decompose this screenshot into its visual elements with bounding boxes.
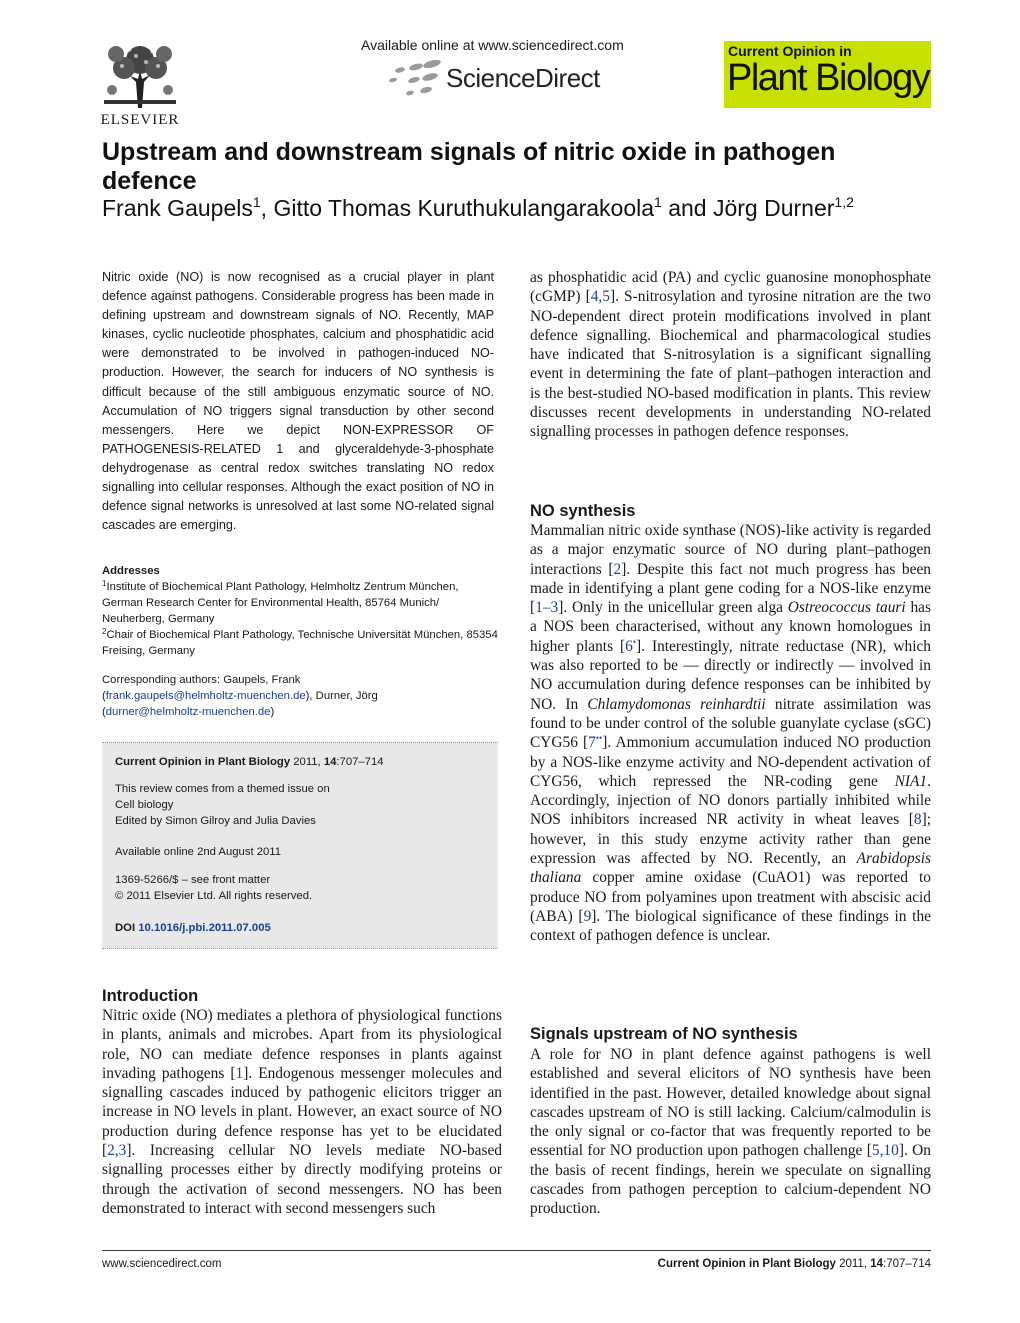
abstract: Nitric oxide (NO) is now recognised as a crucial player in plant defence against pathogens. Considerable progress has been made in defining upstream and downstream signals of NO. Recently, MAP kinases, cyclic nucleotide phosphates, calcium and phosphatidic acid were demonstrated to be involved in pathogen-induced NO-production. However, the search for inducers of NO synthesis is difficult because of the still ambiguous enzymatic source of NO. Accumulation of NO triggers signal transduction by other second messengers. Here we depict NON-EXPRESSOR OF PATHOGENESIS-RELATED 1 and glyceraldehyde-3-phosphate dehydrogenase as central redox switches translating NO redox signalling into cellular responses. Although the exact position of NO in defence signal networks is unresolved at last some NO-related signal cascades are emerging.	[102, 270, 494, 533]
upstream-signals-text: A role for NO in plant defence against pathogens is well established and several elicitors of NO synthesis have been identified in the past. However, detailed knowledge about signal cascades upstream of NO is still lacking. Calcium/calmodulin is the only signal or co-factor that was frequently reported to be essential for NO production upon pathogen challenge [5,10]. On the basis of recent findings, herein we speculate on signalling cascades from pathogen perception to calcium-dependent NO production.	[530, 1046, 931, 1218]
article-title: Upstream and downstream signals of nitric oxide in pathogen defence	[102, 138, 836, 195]
footer-website[interactable]: www.sciencedirect.com	[102, 1258, 222, 1270]
correspondence-lead: Corresponding authors: Gaupels, Frank	[102, 674, 301, 686]
citation-link[interactable]: 1	[235, 1064, 244, 1082]
affiliation-marker[interactable]: 1,2	[834, 194, 854, 210]
themed-issue-text: This review comes from a themed issue on	[115, 783, 330, 795]
citation-link[interactable]: 5,10	[871, 1142, 899, 1160]
author-name: Frank Gaupels	[102, 195, 253, 221]
available-online-text: Available online at www.sciencedirect.com	[361, 37, 624, 53]
addresses-block	[102, 563, 502, 659]
citation-link[interactable]: 2	[613, 560, 622, 578]
section-heading-introduction: Introduction	[102, 987, 199, 1005]
journal-logo-line2: Plant Biology	[727, 57, 930, 99]
correspondence-emails: (frank.gaupels@helmholtz-muenchen.de), Durner, Jörg	[102, 690, 378, 702]
sciencedirect-logo[interactable]	[386, 58, 600, 98]
article-info-box	[102, 742, 498, 949]
email-link[interactable]: frank.gaupels@helmholtz-muenchen.de	[105, 690, 306, 702]
addresses-heading: Addresses	[102, 565, 160, 577]
affiliation-marker[interactable]: 1	[252, 194, 261, 210]
citation-link[interactable]: 2,3	[107, 1142, 127, 1160]
elsevier-logo[interactable]	[97, 42, 183, 128]
citation-line: Current Opinion in Plant Biology 2011, 14:707–714	[115, 756, 384, 768]
available-date: Available online 2nd August 2011	[115, 846, 282, 858]
copyright-text: © 2011 Elsevier Ltd. All rights reserved.	[115, 890, 313, 902]
footer-divider	[102, 1250, 931, 1251]
citation-link[interactable]: 4,5	[590, 288, 610, 306]
section-name: Cell biology	[115, 799, 174, 811]
sciencedirect-dots-icon	[386, 58, 444, 98]
address-2: $^2$Chair of Biochemical Plant Pathology, Technische Universität München, 85354 Freising, Germany	[102, 627, 498, 657]
author-name: Jörg Durner	[712, 195, 835, 221]
doi-link[interactable]: 10.1016/j.pbi.2011.07.005	[138, 922, 271, 934]
citation-link[interactable]: 7	[588, 734, 596, 752]
email-link[interactable]: durner@helmholtz-muenchen.de	[105, 706, 271, 718]
doi-line: DOI 10.1016/j.pbi.2011.07.005	[115, 922, 271, 934]
citation-link[interactable]: 1–3	[535, 599, 559, 617]
author-name: Gitto Thomas Kuruthukulangarakoola	[273, 195, 655, 221]
publisher-name: ELSEVIER	[100, 112, 180, 128]
introduction-text-continued: as phosphatidic acid (PA) and cyclic guanosine monophosphate (cGMP) [4,5]. S-nitrosylation and tyrosine nitration are the two NO-dependent direct protein modifications involved in plant defence signalling. Biochemical and pharmacological studies have indicated that S-nitrosylation is a significant signalling event in determining the fate of plant–pathogen interaction and is the best-studied NO-based modification in plants. This review discusses recent developments in understanding NO-related signalling processes in pathogen defence responses.	[530, 269, 931, 441]
section-heading-no-synthesis: NO synthesis	[530, 502, 636, 520]
section-heading-upstream-signals: Signals upstream of NO synthesis	[530, 1025, 798, 1043]
citation-link[interactable]: 8	[913, 811, 922, 829]
sciencedirect-wordmark: ScienceDirect	[446, 62, 600, 93]
introduction-text: Nitric oxide (NO) mediates a plethora of physiological functions in plants, animals and microbes. Apart from its physiological role, NO can mediate defence responses in plants against invading pathogens [1]. Endogenous messenger molecules and signalling cascades induced by pathogenic elicitors trigger an increase in NO levels in plant. However, an exact source of NO production during defence response has yet to be elucidated [2,3]. Increasing cellular NO levels mediate NO-based signalling processes either by directly modifying proteins or through the activation of second messengers. NO has been demonstrated to interact with second messengers such	[102, 1007, 502, 1217]
editors-text: Edited by Simon Gilroy and Julia Davies	[115, 815, 316, 827]
footer-citation: Current Opinion in Plant Biology 2011, 14:707–714	[657, 1258, 931, 1270]
citation-link[interactable]: 6	[625, 637, 633, 655]
journal-logo[interactable]	[724, 41, 931, 108]
author-separator: and	[661, 195, 713, 221]
address-1: $^1$Institute of Biochemical Plant Pathology, Helmholtz Zentrum München, German Research Center for Environmental Health, 85764 Munich/ Neuherberg, Germany	[102, 579, 459, 625]
issn-text: 1369-5266/$ – see front matter	[115, 874, 271, 886]
affiliation-marker[interactable]: 1	[654, 194, 662, 210]
journal-logo-line1: Current Opinion in	[728, 43, 852, 59]
no-synthesis-text: Mammalian nitric oxide synthase (NOS)-like activity is regarded as a major enzymatic source of NO during plant–pathogen interactions [2]. Despite this fact not much progress has been made in identifying a plant gene coding for a NOS-like enzyme [1–3]. Only in the unicellular green alga Ostreococcus tauri has a NOS been characterised, without any known homologues in higher plants [6•]. Interestingly, nitrate reductase (NR), which was also reported to be — directly or indirectly — involved in NO accumulation during defence responses can be inhibited by NO. In Chlamydomonas reinhardtii nitrate assimilation was found to be under control of the soluble guanylate cyclase (sGC) CYG56 [7••]. Ammonium accumulation induced NO production by a NOS-like enzyme activity and NO-dependent activation of CYG56, which repressed the NR-coding gene NIA1. Accordingly, injection of NO donors partially inhibited while NOS inhibitors increased NR activity in wheat leaves [8]; however, in this study enzyme activity rather than gene expression was affected by NO. Recently, an Arabidopsis thaliana copper amine oxidase (CuAO1) was reported to produce NO from polyamines upon treatment with abscisic acid (ABA) [9]. The biological significance of these findings in the context of pathogen defence is unclear.	[530, 522, 932, 945]
author-list	[102, 195, 962, 222]
correspondence-emails-2: (durner@helmholtz-muenchen.de)	[102, 706, 275, 718]
citation-link[interactable]: 9	[583, 907, 592, 925]
elsevier-tree-icon	[100, 42, 180, 110]
correspondence-block	[102, 672, 502, 720]
author-separator: ,	[260, 195, 274, 221]
